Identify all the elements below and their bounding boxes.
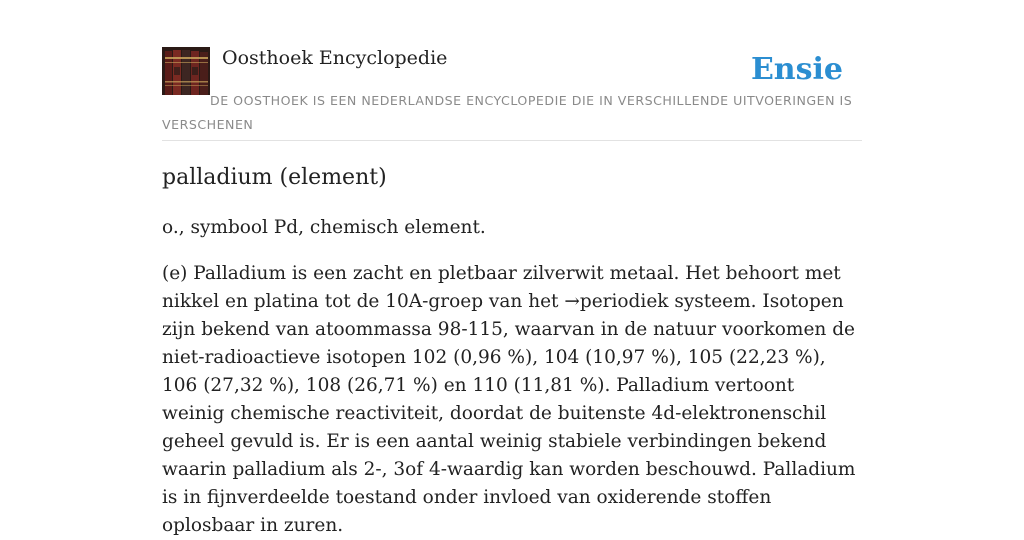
header [162,46,862,141]
encyclopedia-books-icon[interactable] [162,47,210,95]
article-paragraph: o., symbool Pd, chemisch element. [162,217,486,238]
article-title: palladium (element) [162,165,387,190]
source-tagline: DE OOSTHOEK IS EEN NEDERLANDSE ENCYCLOPEDIE DIE IN VERSCHILLENDE UITVOERINGEN IS VERSCHENEN [162,93,853,132]
article [162,160,862,540]
brand-logo[interactable]: Ensie [750,52,843,87]
source-name[interactable]: Oosthoek Encyclopedie [222,47,448,69]
article-paragraph: (e) Palladium is een zacht en pletbaar zilverwit metaal. Het behoort met nikkel en platina tot de 10A-groep van het →periodiek systeem. Isotopen zijn bekend van atoommassa 98-115, waarvan in de natuur voorkomen de niet-radioactieve isotopen 102 (0,96 %), 104 (10,97 %), 105 (22,23 %), 106 (27,32 %), 108 (26,71 %) en 110 (11,81 %). Palladium vertoont weinig chemische reactiviteit, doordat de buitenste 4d-elektronenschil geheel gevuld is. Er is een aantal weinig stabiele verbindingen bekend waarin palladium als 2-, 3of 4-waardig kan worden beschouwd. Palladium is in fijnverdeelde toestand onder invloed van oxiderende stoffen oplosbaar in zuren. [162,263,856,536]
